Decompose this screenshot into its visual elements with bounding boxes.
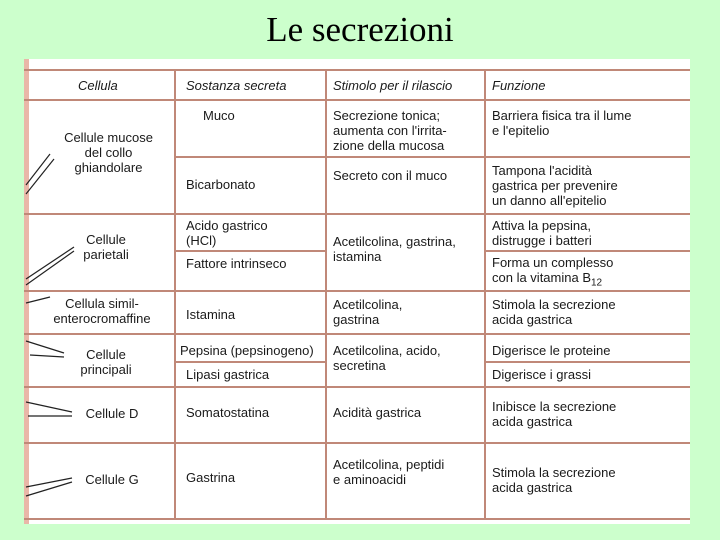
cell-label-parietali: Cellule parietali — [83, 232, 129, 262]
row-pepsina-stimolo: Acetilcolina, acido, secretina — [333, 343, 441, 373]
cell-label-mucose: Cellule mucose del collo ghiandolare — [64, 130, 153, 175]
row-lipasi-sostanza: Lipasi gastrica — [186, 367, 270, 382]
row-hcl-stimolo: Acetilcolina, gastrina, istamina — [333, 234, 456, 264]
row-bicarbonato-funzione: Tampona l'acidità gastrica per prevenire un danno all'epitelio — [492, 163, 618, 208]
header-funzione: Funzione — [492, 78, 546, 93]
row-bicarbonato-stimolo: Secreto con il muco — [333, 168, 448, 183]
row-gastrina-sostanza: Gastrina — [186, 470, 236, 485]
row-istamina-stimolo: Acetilcolina, gastrina — [333, 297, 403, 327]
row-muco-sostanza: Muco — [203, 108, 235, 123]
row-muco-funzione: Barriera fisica tra il lume e l'epitelio — [492, 108, 632, 138]
cell-label-ecl: Cellula simil- enterocromaffine — [53, 296, 151, 326]
row-muco-stimolo: Secrezione tonica; aumenta con l'irrita- zione della mucosa — [333, 108, 447, 153]
row-somatostatina-stimolo: Acidità gastrica — [333, 405, 422, 420]
header-sostanza: Sostanza secreta — [186, 78, 287, 93]
header-stimolo: Stimolo per il rilascio — [333, 78, 453, 93]
row-gastrina-funzione: Stimola la secrezione acida gastrica — [492, 465, 616, 495]
row-somatostatina-sostanza: Somatostatina — [186, 405, 270, 420]
header-cellula: Cellula — [78, 78, 118, 93]
row-somatostatina-funzione: Inibisce la secrezione acida gastrica — [492, 399, 617, 429]
row-lipasi-funzione: Digerisce i grassi — [492, 367, 591, 382]
row-fattore-funzione — [492, 255, 613, 291]
row-gastrina-stimolo: Acetilcolina, peptidi e aminoacidi — [333, 457, 445, 487]
cell-label-g: Cellule G — [85, 472, 139, 487]
cell-label-principali: Cellule principali — [80, 347, 132, 377]
page-title: Le secrezioni — [266, 10, 454, 49]
row-bicarbonato-sostanza: Bicarbonato — [186, 177, 256, 192]
row-hcl-funzione: Attiva la pepsina, distrugge i batteri — [492, 218, 592, 248]
secretion-table — [24, 59, 690, 524]
cell-label-d: Cellule D — [85, 406, 139, 421]
row-hcl-sostanza: Acido gastrico (HCl) — [186, 218, 268, 248]
row-pepsina-sostanza: Pepsina (pepsinogeno) — [180, 343, 314, 358]
row-fattore-funzione-sub: 12 — [591, 277, 603, 289]
row-pepsina-funzione: Digerisce le proteine — [492, 343, 611, 358]
row-istamina-sostanza: Istamina — [186, 307, 236, 322]
row-fattore-sostanza: Fattore intrinseco — [186, 256, 287, 271]
row-istamina-funzione: Stimola la secrezione acida gastrica — [492, 297, 616, 327]
row-fattore-funzione-text: Forma un complesso con la vitamina B — [492, 255, 614, 285]
